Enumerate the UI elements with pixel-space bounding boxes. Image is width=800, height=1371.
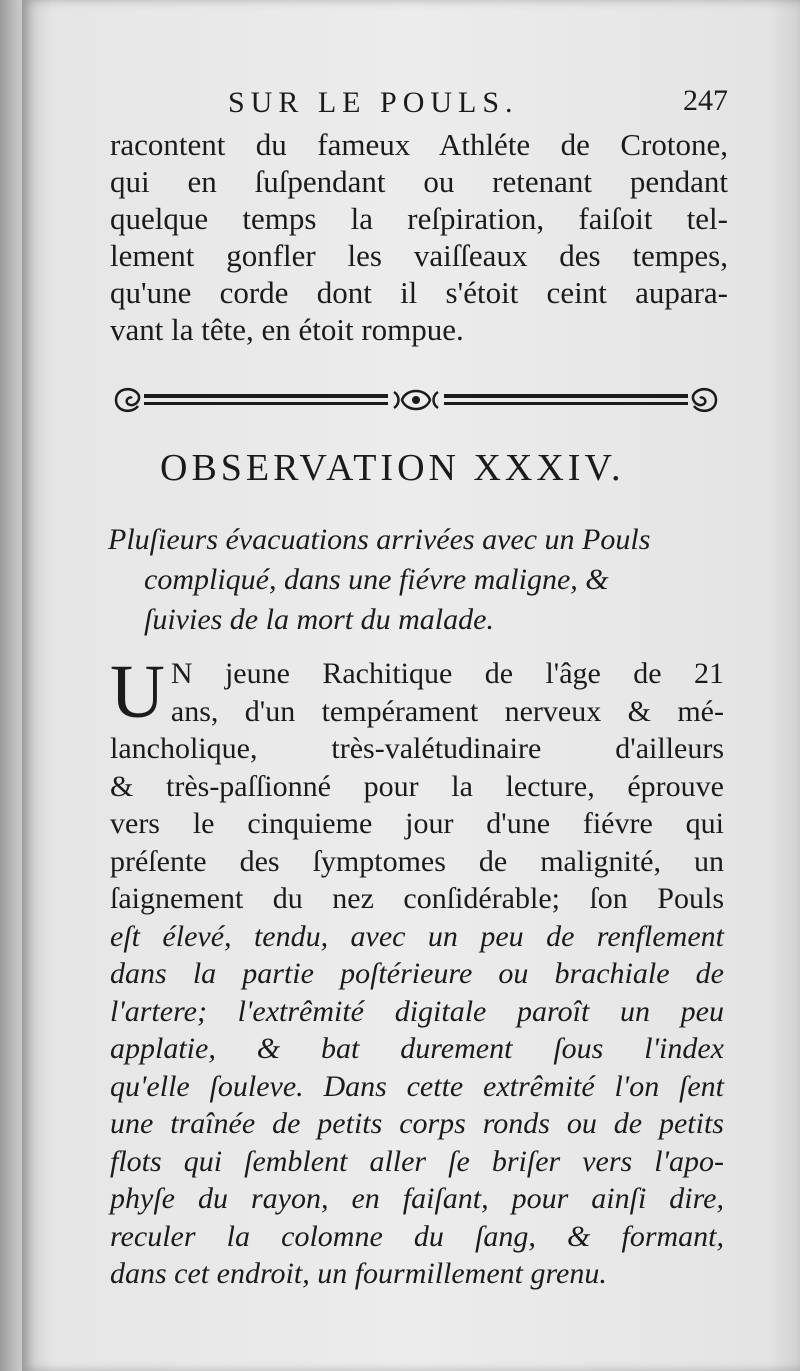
text-line: lancholique, très-valétudinaire d'ailleurs xyxy=(110,732,724,765)
text-line: qu'une corde dont il s'étoit ceint aupara- xyxy=(110,275,728,310)
text-line: phyſe du rayon, en faiſant, pour ainſi dire, xyxy=(110,1182,724,1215)
text-line: reculer la colomne du ſang, & formant, xyxy=(110,1219,724,1253)
body-paragraph xyxy=(110,650,724,1293)
text-line: vers le cinquieme jour d'une fiévre qui xyxy=(110,807,724,840)
observation-title: OBSERVATION XXXIV. xyxy=(160,447,625,489)
text-line: dans la partie poſtérieure ou brachiale de xyxy=(110,957,724,990)
running-head: SUR LE POULS. xyxy=(228,86,519,119)
subtitle-line: ſuivies de la mort du malade. xyxy=(144,603,494,636)
text-line: une traînée de petits corps ronds ou de petits xyxy=(110,1107,724,1140)
text-line: & très-paſſionné pour la lecture, éprouve xyxy=(110,769,724,803)
book-gutter xyxy=(0,0,24,1371)
text-line: eſt élevé, tendu, avec un peu de renflement xyxy=(110,919,724,953)
text-line: N jeune Rachitique de l'âge de 21 xyxy=(170,657,724,690)
text-line: flots qui ſemblent aller ſe briſer vers l'apo- xyxy=(110,1144,724,1178)
text-line: préſente des ſymptomes de malignité, un xyxy=(110,844,724,878)
subtitle-line: Pluſieurs évacuations arrivées avec un Pouls xyxy=(108,523,651,556)
subtitle-line: compliqué, dans une fiévre maligne, & xyxy=(144,563,609,596)
observation-subtitle xyxy=(108,520,726,640)
page-number: 247 xyxy=(683,84,728,117)
text-line: vant la tête, en étoit rompue. xyxy=(110,312,464,347)
text-line: lement gonfler les vaiſſeaux des tempes, xyxy=(110,238,728,273)
text-line: ans, d'un tempérament nerveux & mé- xyxy=(170,694,724,728)
text-line: applatie, & bat durement ſous l'index xyxy=(110,1032,724,1065)
text-line: qu'elle ſouleve. Dans cette extrêmité l'on ſent xyxy=(110,1069,724,1103)
text-line: qui en ſuſpendant ou retenant pendant xyxy=(110,164,728,199)
text-line: l'artere; l'extrêmité digitale paroît un peu xyxy=(110,994,724,1028)
text-line: racontent du fameux Athléte de Crotone, xyxy=(110,127,728,162)
text-line: quelque temps la reſpiration, faiſoit tel- xyxy=(110,201,728,236)
top-paragraph xyxy=(110,126,728,348)
text-line: ſaignement du nez conſidérable; ſon Pouls xyxy=(110,882,724,915)
ornamental-rule xyxy=(110,380,722,420)
text-line: dans cet endroit, un fourmillement grenu. xyxy=(110,1257,607,1290)
page-header xyxy=(228,86,728,120)
drop-cap: U xyxy=(110,650,165,734)
